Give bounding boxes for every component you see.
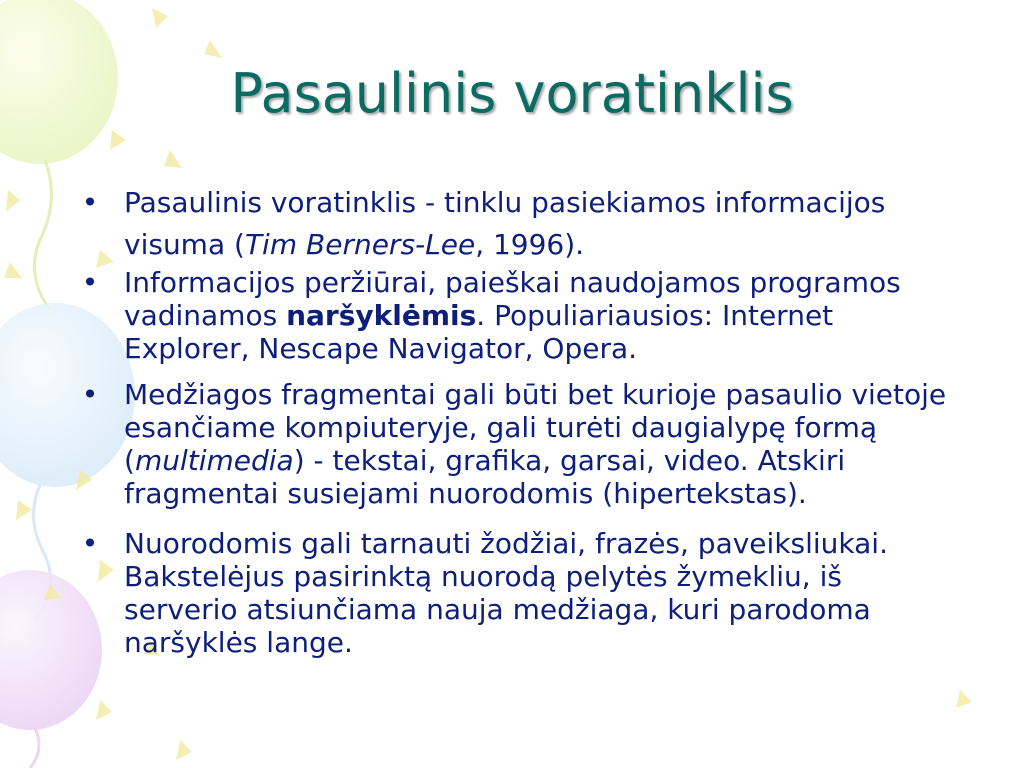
text-run: ) - tekstai, grafika, garsai, video. Atskiri fragmentai susiejami nuorodomis (hipertekstas). [124,444,846,510]
bullet-item-4 [80,527,960,659]
bullet-icon: • [81,527,99,560]
text-run: Medžiagos fragmentai gali būti bet kurioje pasaulio vietoje esančiame kompiuteryje, gali turėti daugialypę formą ( [124,378,947,477]
bullet-text: Nuorodomis gali tarnauti žodžiai, frazės, paveiksliukai. Bakstelėjus pasirinktą nuorodą pelytės žymekliu, iš serverio atsiunčiama nauja medžiaga, kuri parodoma naršyklės lange. [124,527,888,659]
bullet-text [124,266,901,365]
bullet-text [124,378,946,510]
bullet-item-3 [80,378,960,510]
bullet-icon: • [81,266,99,299]
bullet-icon: • [81,378,99,411]
term: multimedia [134,444,294,477]
bullet-item-1 [80,182,960,266]
text-run: . Populiariausios: Internet Explorer, Nescape Navigator, Opera. [124,299,834,365]
author-name: Tim Berners-Lee [244,228,476,261]
keyword: naršyklėmis [286,299,477,332]
text-run: Informacijos peržiūrai, paieškai naudojamos programos vadinamos [124,266,901,332]
bullet-icon: • [81,186,99,219]
bullet-item-2 [80,266,960,365]
text-run: Pasaulinis voratinklis - tinklu pasiekiamos informacijos visuma ( [124,186,886,261]
text-run: , 1996). [475,228,585,261]
bullet-list [80,182,960,669]
slide-title: Pasaulinis voratinklis [230,62,794,125]
bullet-text [124,186,885,261]
